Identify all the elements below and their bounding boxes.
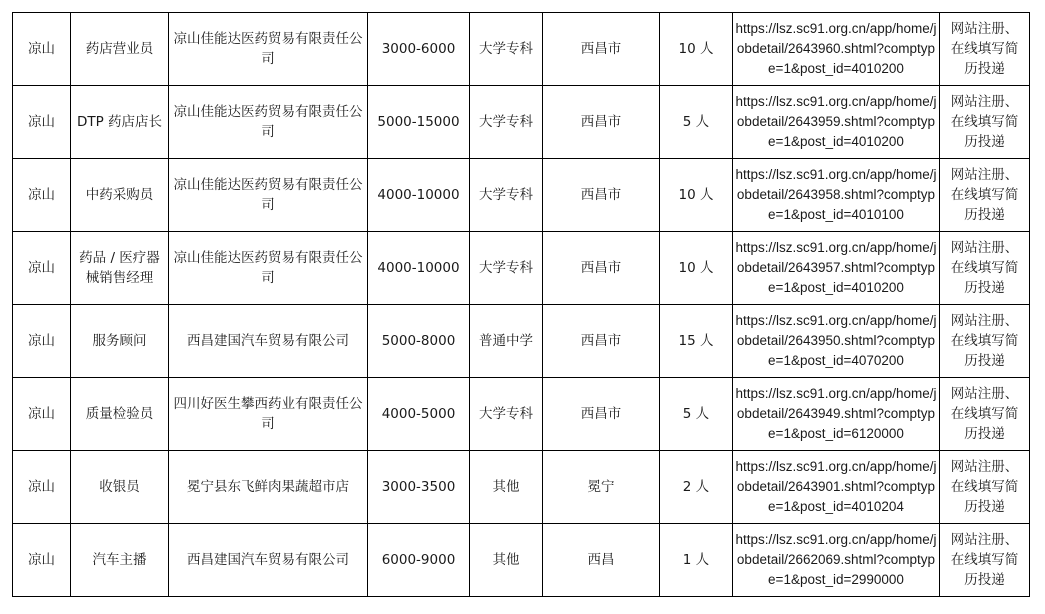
job-url-cell: https://lsz.sc91.org.cn/app/home/jobdetail/2643901.shtml?comptype=1&post_id=4010204	[733, 451, 940, 524]
apply-method-cell: 网站注册、在线填写简历投递	[940, 305, 1030, 378]
company-cell: 西昌建国汽车贸易有限公司	[169, 524, 368, 597]
salary-cell: 6000-9000	[368, 524, 470, 597]
education-cell: 大学专科	[470, 13, 543, 86]
location-cell: 西昌市	[543, 232, 660, 305]
region-cell: 凉山	[13, 13, 71, 86]
region-cell: 凉山	[13, 305, 71, 378]
headcount-cell: 2 人	[660, 451, 733, 524]
position-cell: 中药采购员	[71, 159, 169, 232]
education-cell: 其他	[470, 524, 543, 597]
education-cell: 普通中学	[470, 305, 543, 378]
apply-method-cell: 网站注册、在线填写简历投递	[940, 86, 1030, 159]
education-cell: 大学专科	[470, 159, 543, 232]
salary-cell: 3000-3500	[368, 451, 470, 524]
headcount-cell: 10 人	[660, 159, 733, 232]
region-cell: 凉山	[13, 378, 71, 451]
job-url-cell: https://lsz.sc91.org.cn/app/home/jobdetail/2643959.shtml?comptype=1&post_id=4010200	[733, 86, 940, 159]
table-row	[13, 13, 1030, 86]
job-url-cell: https://lsz.sc91.org.cn/app/home/jobdetail/2643957.shtml?comptype=1&post_id=4010200	[733, 232, 940, 305]
location-cell: 西昌市	[543, 305, 660, 378]
table-row	[13, 305, 1030, 378]
region-cell: 凉山	[13, 159, 71, 232]
headcount-cell: 15 人	[660, 305, 733, 378]
salary-cell: 3000-6000	[368, 13, 470, 86]
education-cell: 大学专科	[470, 232, 543, 305]
position-cell: 药品 / 医疗器械销售经理	[71, 232, 169, 305]
job-url-cell: https://lsz.sc91.org.cn/app/home/jobdetail/2643958.shtml?comptype=1&post_id=4010100	[733, 159, 940, 232]
table-row	[13, 451, 1030, 524]
job-rows	[13, 13, 1030, 597]
headcount-cell: 10 人	[660, 13, 733, 86]
education-cell: 大学专科	[470, 86, 543, 159]
location-cell: 西昌市	[543, 378, 660, 451]
position-cell: 汽车主播	[71, 524, 169, 597]
table-row	[13, 86, 1030, 159]
education-cell: 大学专科	[470, 378, 543, 451]
location-cell: 西昌市	[543, 159, 660, 232]
job-listing-table	[12, 12, 1030, 597]
company-cell: 凉山佳能达医药贸易有限责任公司	[169, 86, 368, 159]
position-cell: 药店营业员	[71, 13, 169, 86]
apply-method-cell: 网站注册、在线填写简历投递	[940, 232, 1030, 305]
salary-cell: 5000-8000	[368, 305, 470, 378]
position-cell: 质量检验员	[71, 378, 169, 451]
salary-cell: 4000-5000	[368, 378, 470, 451]
company-cell: 四川好医生攀西药业有限责任公司	[169, 378, 368, 451]
region-cell: 凉山	[13, 232, 71, 305]
company-cell: 西昌建国汽车贸易有限公司	[169, 305, 368, 378]
location-cell: 西昌	[543, 524, 660, 597]
location-cell: 冕宁	[543, 451, 660, 524]
table-row	[13, 524, 1030, 597]
job-url-cell: https://lsz.sc91.org.cn/app/home/jobdetail/2643949.shtml?comptype=1&post_id=6120000	[733, 378, 940, 451]
apply-method-cell: 网站注册、在线填写简历投递	[940, 451, 1030, 524]
region-cell: 凉山	[13, 524, 71, 597]
position-cell: 服务顾问	[71, 305, 169, 378]
table-row	[13, 232, 1030, 305]
table-row	[13, 159, 1030, 232]
location-cell: 西昌市	[543, 13, 660, 86]
salary-cell: 4000-10000	[368, 159, 470, 232]
location-cell: 西昌市	[543, 86, 660, 159]
headcount-cell: 10 人	[660, 232, 733, 305]
job-url-cell: https://lsz.sc91.org.cn/app/home/jobdetail/2643960.shtml?comptype=1&post_id=4010200	[733, 13, 940, 86]
education-cell: 其他	[470, 451, 543, 524]
job-url-cell: https://lsz.sc91.org.cn/app/home/jobdetail/2662069.shtml?comptype=1&post_id=2990000	[733, 524, 940, 597]
region-cell: 凉山	[13, 451, 71, 524]
apply-method-cell: 网站注册、在线填写简历投递	[940, 159, 1030, 232]
salary-cell: 4000-10000	[368, 232, 470, 305]
region-cell: 凉山	[13, 86, 71, 159]
company-cell: 冕宁县东飞鲜肉果蔬超市店	[169, 451, 368, 524]
apply-method-cell: 网站注册、在线填写简历投递	[940, 13, 1030, 86]
company-cell: 凉山佳能达医药贸易有限责任公司	[169, 232, 368, 305]
company-cell: 凉山佳能达医药贸易有限责任公司	[169, 159, 368, 232]
apply-method-cell: 网站注册、在线填写简历投递	[940, 524, 1030, 597]
headcount-cell: 5 人	[660, 378, 733, 451]
apply-method-cell: 网站注册、在线填写简历投递	[940, 378, 1030, 451]
company-cell: 凉山佳能达医药贸易有限责任公司	[169, 13, 368, 86]
position-cell: 收银员	[71, 451, 169, 524]
salary-cell: 5000-15000	[368, 86, 470, 159]
headcount-cell: 5 人	[660, 86, 733, 159]
table-row	[13, 378, 1030, 451]
job-listing-table-container	[12, 12, 1030, 597]
headcount-cell: 1 人	[660, 524, 733, 597]
job-url-cell: https://lsz.sc91.org.cn/app/home/jobdetail/2643950.shtml?comptype=1&post_id=4070200	[733, 305, 940, 378]
position-cell: DTP 药店店长	[71, 86, 169, 159]
